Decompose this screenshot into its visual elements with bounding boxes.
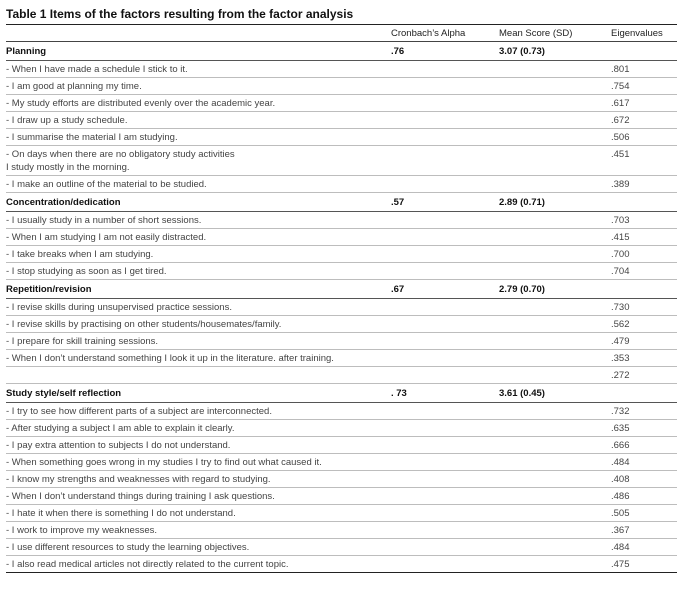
item-mean-cell <box>499 539 605 556</box>
item-label: - I draw up a study schedule. <box>6 112 391 129</box>
table-row <box>6 539 677 556</box>
table-row <box>6 78 677 95</box>
table-row <box>6 146 677 176</box>
item-label: - When I don’t understand something I look it up in the literature. after training. <box>6 350 391 367</box>
group-mean: 2.79 (0.70) <box>499 280 605 299</box>
item-label: - I stop studying as soon as I get tired. <box>6 263 391 280</box>
item-label: - I know my strengths and weaknesses with regard to studying. <box>6 471 391 488</box>
table-row <box>6 95 677 112</box>
group-eigen <box>605 193 677 212</box>
table-row <box>6 420 677 437</box>
item-alpha-cell <box>391 505 499 522</box>
item-mean-cell <box>499 95 605 112</box>
item-label: - I summarise the material I am studying. <box>6 129 391 146</box>
group-name: Study style/self reflection <box>6 384 391 403</box>
item-alpha-cell <box>391 556 499 573</box>
item-label: - When I don’t understand things during training I ask questions. <box>6 488 391 505</box>
item-eigenvalue: .703 <box>605 212 677 229</box>
group-mean: 3.61 (0.45) <box>499 384 605 403</box>
item-alpha-cell <box>391 539 499 556</box>
table-row <box>6 488 677 505</box>
item-eigenvalue: .484 <box>605 539 677 556</box>
item-mean-cell <box>499 146 605 176</box>
group-alpha: . 73 <box>391 384 499 403</box>
item-alpha-cell <box>391 333 499 350</box>
table-row <box>6 246 677 263</box>
group-alpha: .67 <box>391 280 499 299</box>
table-row <box>6 176 677 193</box>
group-eigen <box>605 280 677 299</box>
group-name: Planning <box>6 42 391 61</box>
item-eigenvalue: .732 <box>605 403 677 420</box>
item-mean-cell <box>499 488 605 505</box>
item-eigenvalue: .635 <box>605 420 677 437</box>
item-mean-cell <box>499 522 605 539</box>
item-label: - I hate it when there is something I do not understand. <box>6 505 391 522</box>
item-alpha-cell <box>391 316 499 333</box>
item-label: - When I have made a schedule I stick to it. <box>6 61 391 78</box>
item-eigenvalue: .353 <box>605 350 677 367</box>
item-mean-cell <box>499 471 605 488</box>
item-alpha-cell <box>391 78 499 95</box>
item-alpha-cell <box>391 112 499 129</box>
item-label: - I revise skills by practising on other students/housemates/family. <box>6 316 391 333</box>
item-mean-cell <box>499 78 605 95</box>
item-label: - I am good at planning my time. <box>6 78 391 95</box>
item-eigenvalue: .704 <box>605 263 677 280</box>
item-eigenvalue: .479 <box>605 333 677 350</box>
item-alpha-cell <box>391 61 499 78</box>
item-eigenvalue: .451 <box>605 146 677 176</box>
item-alpha-cell <box>391 367 499 384</box>
table-body <box>6 42 677 573</box>
item-mean-cell <box>499 246 605 263</box>
header-eigenvalues: Eigenvalues <box>605 25 677 42</box>
group-mean: 3.07 (0.73) <box>499 42 605 61</box>
item-eigenvalue: .408 <box>605 471 677 488</box>
item-mean-cell <box>499 333 605 350</box>
item-mean-cell <box>499 505 605 522</box>
item-eigenvalue: .389 <box>605 176 677 193</box>
table-row <box>6 299 677 316</box>
item-mean-cell <box>499 263 605 280</box>
item-mean-cell <box>499 454 605 471</box>
item-alpha-cell <box>391 229 499 246</box>
item-label: - When something goes wrong in my studies I try to find out what caused it. <box>6 454 391 471</box>
table-row <box>6 61 677 78</box>
item-mean-cell <box>499 367 605 384</box>
item-label: - I revise skills during unsupervised practice sessions. <box>6 299 391 316</box>
item-eigenvalue: .272 <box>605 367 677 384</box>
item-eigenvalue: .562 <box>605 316 677 333</box>
item-label: - I try to see how different parts of a subject are interconnected. <box>6 403 391 420</box>
group-row <box>6 193 677 212</box>
table-row <box>6 333 677 350</box>
item-alpha-cell <box>391 246 499 263</box>
table-row <box>6 316 677 333</box>
item-eigenvalue: .801 <box>605 61 677 78</box>
table-row <box>6 263 677 280</box>
item-mean-cell <box>499 420 605 437</box>
item-label: - I also read medical articles not directly related to the current topic. <box>6 556 391 573</box>
item-label: - My study efforts are distributed evenly over the academic year. <box>6 95 391 112</box>
item-label: - I work to improve my weaknesses. <box>6 522 391 539</box>
item-label: - When I am studying I am not easily distracted. <box>6 229 391 246</box>
item-mean-cell <box>499 112 605 129</box>
table-title: Table 1 Items of the factors resulting from the factor analysis <box>6 7 354 21</box>
item-eigenvalue: .700 <box>605 246 677 263</box>
item-alpha-cell <box>391 420 499 437</box>
item-eigenvalue: .617 <box>605 95 677 112</box>
header-mean: Mean Score (SD) <box>499 25 605 42</box>
item-label: - I pay extra attention to subjects I do not understand. <box>6 437 391 454</box>
table-row <box>6 112 677 129</box>
group-name: Repetition/revision <box>6 280 391 299</box>
factor-table <box>6 24 677 573</box>
item-label: - I use different resources to study the learning objectives. <box>6 539 391 556</box>
item-label: - On days when there are no obligatory study activities I study mostly in the morning. <box>6 146 391 176</box>
item-mean-cell <box>499 403 605 420</box>
item-alpha-cell <box>391 263 499 280</box>
table-row <box>6 437 677 454</box>
item-mean-cell <box>499 316 605 333</box>
table-row <box>6 367 677 384</box>
group-alpha: .57 <box>391 193 499 212</box>
item-alpha-cell <box>391 146 499 176</box>
item-alpha-cell <box>391 176 499 193</box>
group-row <box>6 384 677 403</box>
item-eigenvalue: .506 <box>605 129 677 146</box>
item-mean-cell <box>499 212 605 229</box>
item-eigenvalue: .484 <box>605 454 677 471</box>
table-row <box>6 403 677 420</box>
item-alpha-cell <box>391 95 499 112</box>
item-eigenvalue: .486 <box>605 488 677 505</box>
item-alpha-cell <box>391 454 499 471</box>
item-eigenvalue: .754 <box>605 78 677 95</box>
item-eigenvalue: .367 <box>605 522 677 539</box>
item-alpha-cell <box>391 488 499 505</box>
item-label: - I prepare for skill training sessions. <box>6 333 391 350</box>
item-label: - I take breaks when I am studying. <box>6 246 391 263</box>
item-alpha-cell <box>391 471 499 488</box>
item-eigenvalue: .666 <box>605 437 677 454</box>
item-eigenvalue: .475 <box>605 556 677 573</box>
table-row <box>6 212 677 229</box>
group-alpha: .76 <box>391 42 499 61</box>
table-row <box>6 471 677 488</box>
item-eigenvalue: .730 <box>605 299 677 316</box>
item-eigenvalue: .505 <box>605 505 677 522</box>
item-alpha-cell <box>391 437 499 454</box>
item-alpha-cell <box>391 299 499 316</box>
table-row <box>6 505 677 522</box>
item-alpha-cell <box>391 129 499 146</box>
item-alpha-cell <box>391 350 499 367</box>
table-row <box>6 522 677 539</box>
header-item <box>6 25 391 42</box>
item-mean-cell <box>499 176 605 193</box>
item-label <box>6 367 391 384</box>
item-label: - After studying a subject I am able to explain it clearly. <box>6 420 391 437</box>
table-row <box>6 229 677 246</box>
item-label: - I usually study in a number of short sessions. <box>6 212 391 229</box>
item-mean-cell <box>499 350 605 367</box>
item-mean-cell <box>499 61 605 78</box>
header-alpha: Cronbach’s Alpha <box>391 25 499 42</box>
group-eigen <box>605 384 677 403</box>
item-eigenvalue: .672 <box>605 112 677 129</box>
item-mean-cell <box>499 299 605 316</box>
item-alpha-cell <box>391 403 499 420</box>
group-eigen <box>605 42 677 61</box>
item-mean-cell <box>499 229 605 246</box>
item-alpha-cell <box>391 522 499 539</box>
item-mean-cell <box>499 129 605 146</box>
item-mean-cell <box>499 437 605 454</box>
item-mean-cell <box>499 556 605 573</box>
group-mean: 2.89 (0.71) <box>499 193 605 212</box>
table-row <box>6 129 677 146</box>
group-row <box>6 42 677 61</box>
table-row <box>6 454 677 471</box>
table-row <box>6 350 677 367</box>
table-header-row <box>6 25 677 42</box>
group-name: Concentration/dedication <box>6 193 391 212</box>
table-row <box>6 556 677 573</box>
item-eigenvalue: .415 <box>605 229 677 246</box>
item-label: - I make an outline of the material to be studied. <box>6 176 391 193</box>
group-row <box>6 280 677 299</box>
item-alpha-cell <box>391 212 499 229</box>
